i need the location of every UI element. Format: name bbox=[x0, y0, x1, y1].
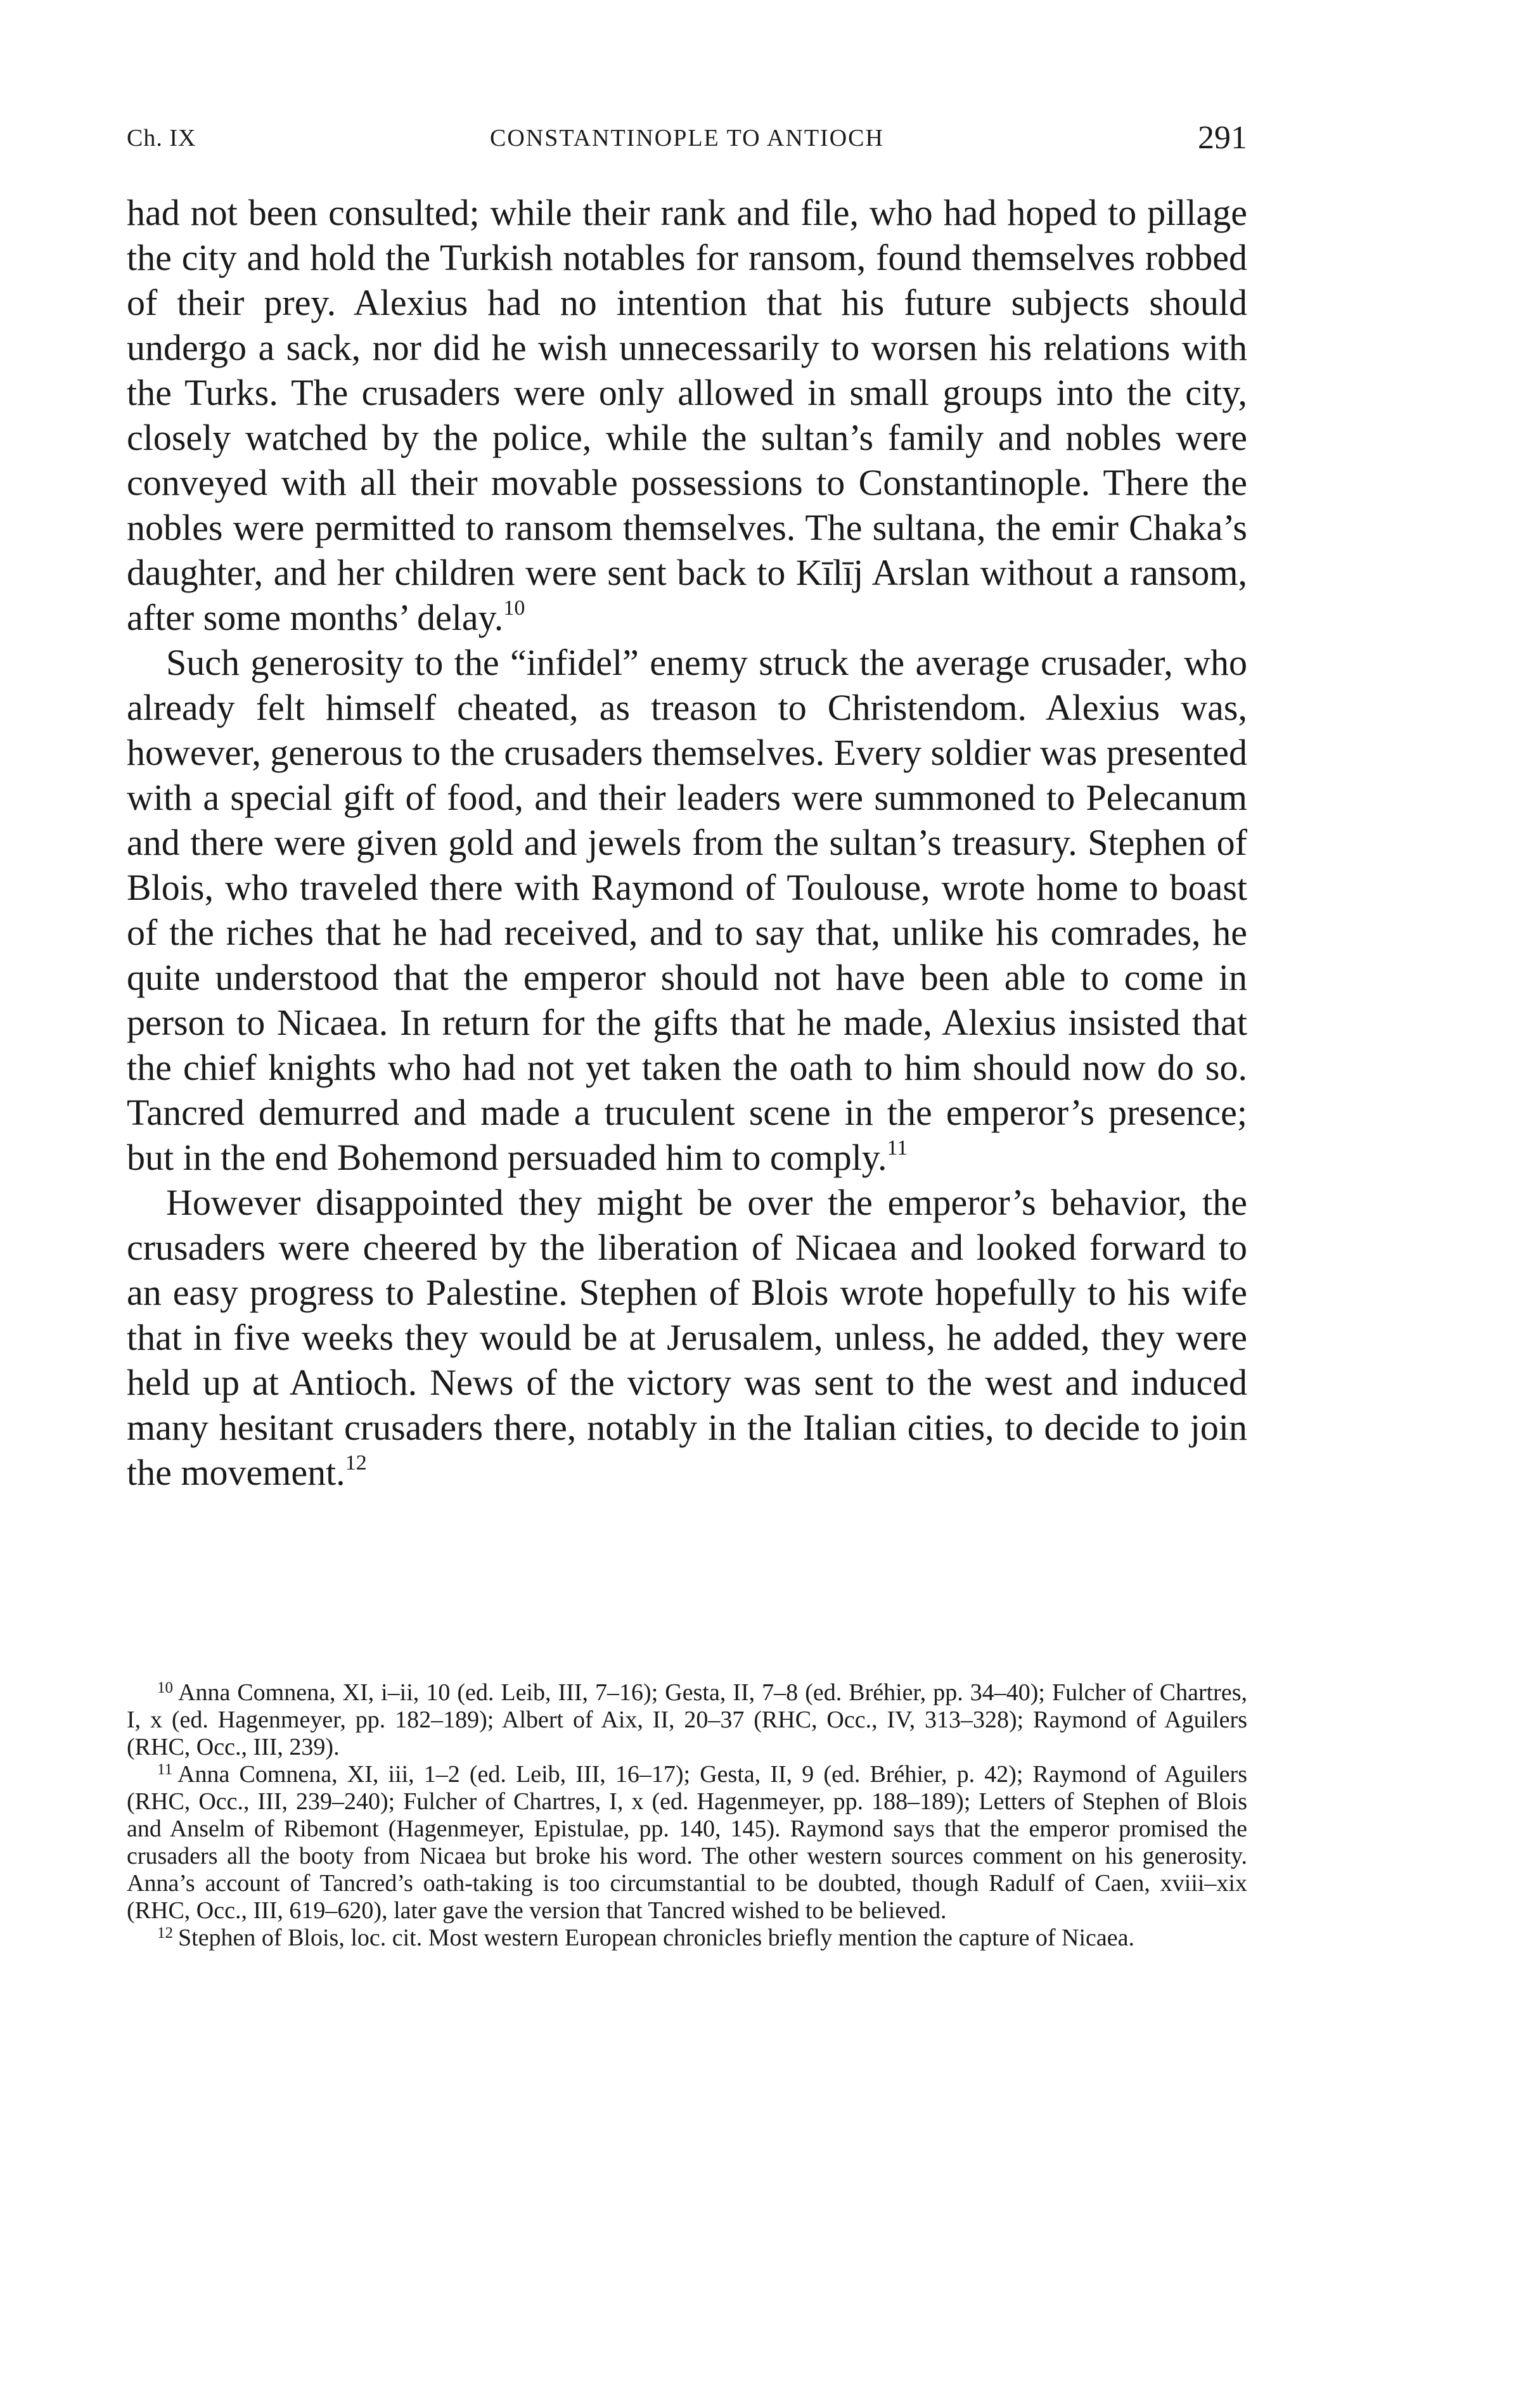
footnote-reference: 11 bbox=[887, 1136, 908, 1160]
paragraph-text: had not been consulted; while their rank and file, who had hoped to pillage the city and hold the Turkish notables for ransom, found themselves robbed of their prey. Alexius had no intention that his future subjects should undergo a sack, nor did he wish unnecessarily to worsen his relations with the Turks. The crusaders were only allowed in small groups into the city, closely watched by the police, while the sultan’s family and nobles were conveyed with all their movable possessions to Constantinople. There the nobles were permitted to ransom themselves. The sultana, the emir Chaka’s daughter, and her children were sent back to Kīlīj Arslan without a ransom, after some months’ delay. bbox=[127, 192, 1247, 638]
paragraph bbox=[127, 190, 1247, 640]
chapter-label: Ch. IX bbox=[127, 125, 196, 151]
main-text bbox=[127, 190, 1247, 1495]
footnote-number: 11 bbox=[157, 1761, 173, 1778]
footnote bbox=[127, 1679, 1254, 1761]
footnote bbox=[127, 1761, 1254, 1924]
paragraph bbox=[127, 1180, 1247, 1495]
footnote-reference: 10 bbox=[503, 596, 525, 620]
footnote-reference: 12 bbox=[345, 1451, 367, 1475]
footnote-number: 12 bbox=[157, 1924, 173, 1942]
paragraph-text: However disappointed they might be over the emperor’s behavior, the crusaders were cheered by the liberation of Nicaea and looked forward to an easy progress to Palestine. Stephen of Blois wrote hopefully to his wife that in five weeks they would be at Jerusalem, unless, he added, they were held up at Antioch. News of the victory was sent to the west and induced many hesitant crusaders there, notably in the Italian cities, to decide to join the movement. bbox=[127, 1182, 1247, 1493]
running-title: CONSTANTINOPLE TO ANTIOCH bbox=[490, 125, 884, 151]
footnote bbox=[127, 1924, 1247, 1952]
paragraph-text: Such generosity to the “infidel” enemy struck the average crusader, who already felt himself cheated, as treason to Christendom. Alexius was, however, generous to the crusaders themselves. Every soldier was presented with a special gift of food, and their leaders were summoned to Pelecanum and there were given gold and jewels from the sultan’s treasury. Stephen of Blois, who traveled there with Raymond of Toulouse, wrote home to boast of the riches that he had received, and to say that, unlike his comrades, he quite understood that the emperor should not have been able to come in person to Nicaea. In return for the gifts that he made, Alexius insisted that the chief knights who had not yet taken the oath to him should now do so. Tancred demurred and made a truculent scene in the emperor’s presence; but in the end Bohemond persuaded him to comply. bbox=[127, 642, 1247, 1178]
footnote-text: Anna Comnena, XI, iii, 1–2 (ed. Leib, III, 16–17); Gesta, II, 9 (ed. Bréhier, p. 42); Raymond of Aguilers (RHC, Occ., III, 239–240); Fulcher of Chartres, I, x (ed. Hagenmeyer, pp. 188–189); Letters of Stephen of Blois and Anselm of Ribemont (Hagenmeyer, Epistulae, pp. 140, 145). Raymond says that the emperor promised the crusaders all the booty from Nicaea but broke his word. The other western sources comment on his generosity. Anna’s account of Tancred’s oath-taking is too circumstantial to be doubted, though Radulf of Caen, xviii–xix (RHC, Occ., III, 619–620), later gave the version that Tancred wished to be believed. bbox=[127, 1761, 1254, 1924]
footnote-text: Anna Comnena, XI, i–ii, 10 (ed. Leib, III, 7–16); Gesta, II, 7–8 (ed. Bréhier, pp. 34–40); Fulcher of Chartres, I, x (ed. Hagenmeyer, pp. 182–189); Albert of Aix, II, 20–37 (RHC, Occ., IV, 313–328); Raymond of Aguilers (RHC, Occ., III, 239). bbox=[127, 1679, 1254, 1760]
footnote-text: Stephen of Blois, loc. cit. Most western European chronicles briefly mention the capture of Nicaea. bbox=[178, 1924, 1134, 1951]
running-header bbox=[127, 119, 1247, 157]
page-number: 291 bbox=[1198, 120, 1247, 156]
paragraph bbox=[127, 640, 1247, 1180]
footnotes bbox=[127, 1679, 1254, 1952]
footnote-number: 10 bbox=[157, 1679, 173, 1696]
